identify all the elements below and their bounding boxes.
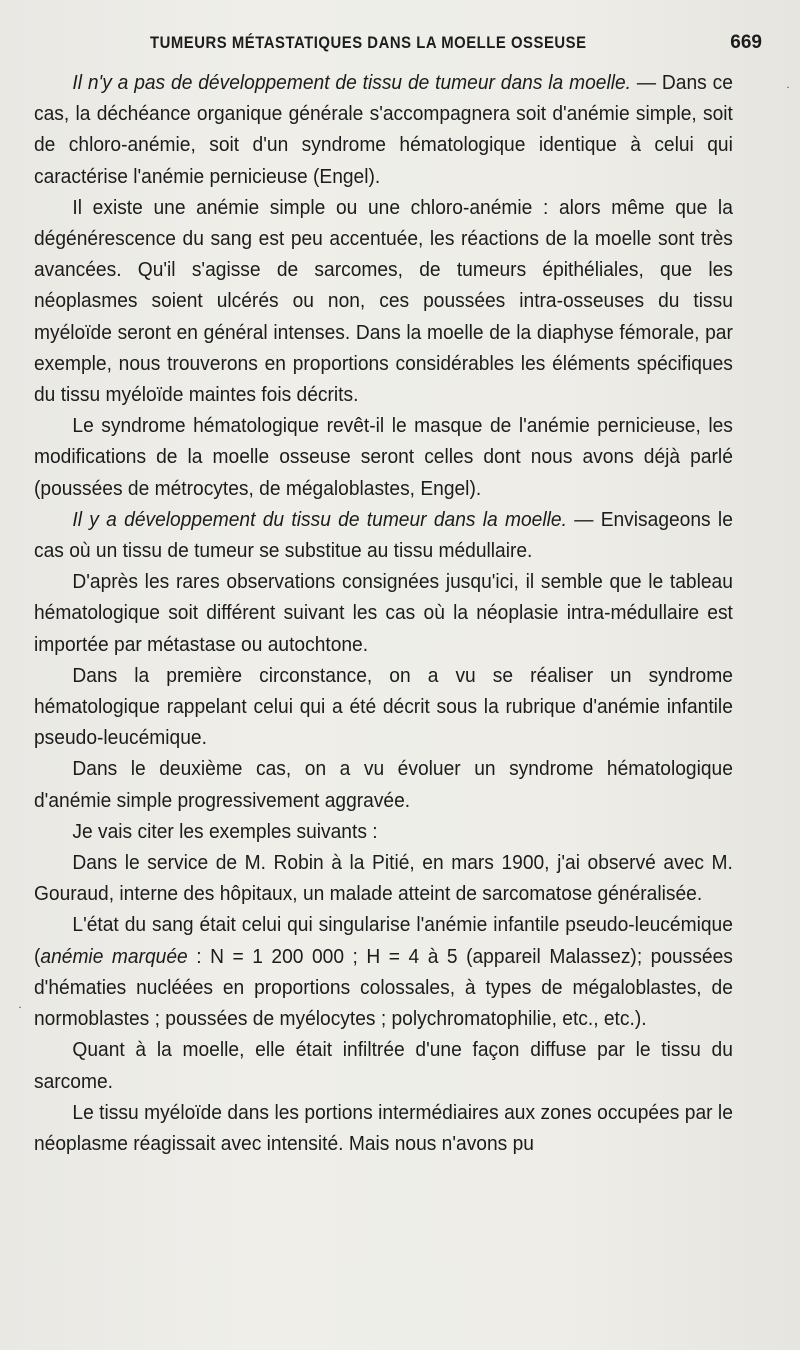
page-number: 669: [730, 32, 762, 53]
paragraph-text: Dans le service de M. Robin à la Pitié, en mars 1900, j'ai observé avec M. Gouraud, interne des hôpitaux, un malade atteint de sarcomatose généralisée.: [34, 852, 733, 906]
paragraph: [34, 567, 733, 661]
page-header: [150, 30, 762, 60]
paragraph: [34, 411, 733, 505]
paragraph-text: — Envisageons le cas où un tissu de tumeur se substitue au tissu médullaire.: [34, 508, 733, 563]
paragraph: [34, 754, 733, 816]
paragraph-text: — Dans ce cas, la déchéance organique générale s'accompagnera soit d'anémie simple, soit de chloro-anémie, soit d'un syndrome hématologique identique à celui qui caractérise l'anémie pernicieuse (Engel).: [34, 72, 733, 188]
paragraph-blood-state: [34, 910, 733, 1035]
paragraph-text: Il existe une anémie simple ou une chloro-anémie : alors même que la dégénérescence du sang est peu accentuée, les réactions de la moelle sont très avancées. Qu'il s'agisse de sarcomes, de tumeurs épithéliales, que les néoplasmes soient ulcérés ou non, ces poussées intra-osseuses du tissu myéloïde seront en général intenses. Dans la moelle de la diaphyse fémorale, par exemple, nous trouverons en proportions considérables les éléments spécifiques du tissu myéloïde maintes fois décrits.: [34, 196, 733, 407]
section-heading-italic: Il y a développement du tissu de tumeur dans la moelle.: [72, 508, 567, 531]
paragraph-text: Le tissu myéloïde dans les portions intermédiaires aux zones occupées par le néoplasme réagissait avec intensité. Mais nous n'avons pu: [34, 1101, 733, 1155]
paragraph-text: Je vais citer les exemples suivants :: [72, 820, 378, 843]
paragraph: [34, 1035, 733, 1097]
paragraph-no-tumor-development: [34, 68, 733, 193]
paragraph-tumor-development: [34, 505, 733, 567]
paragraph-text: Dans le deuxième cas, on a vu évoluer un syndrome hématologique d'anémie simple progressivement aggravée.: [34, 758, 733, 812]
paragraph-text: Dans la première circonstance, on a vu se réaliser un syndrome hématologique rappelant celui qui a été décrit sous la rubrique d'anémie infantile pseudo-leucémique.: [34, 664, 733, 750]
paragraph: [34, 817, 733, 848]
body-text: [34, 68, 733, 1160]
running-title: TUMEURS MÉTASTATIQUES DANS LA MOELLE OSSEUSE: [150, 34, 587, 52]
paragraph: [34, 661, 733, 755]
section-heading-italic: Il n'y a pas de développement de tissu de tumeur dans la moelle.: [72, 72, 631, 94]
print-speck: ·: [786, 80, 790, 94]
paragraph-text: D'après les rares observations consignées jusqu'ici, il semble que le tableau hématologique soit différent suivant les cas où la néoplasie intra-médullaire est importée par métastase ou autochtone.: [34, 571, 733, 656]
print-speck: ·: [18, 1000, 22, 1014]
paragraph-text: : N = 1 200 000 ; H = 4 à 5 (appareil Malassez); poussées d'hématies nucléées en proportions colossales, à types de mégaloblastes, de normoblastes ; poussées de myélocytes ; polychromatophilie, etc., etc.).: [34, 945, 733, 1031]
paragraph-text: Le syndrome hématologique revêt-il le masque de l'anémie pernicieuse, les modifications de la moelle osseuse seront celles dont nous avons déjà parlé (poussées de métrocytes, de mégaloblastes, Engel).: [34, 415, 733, 500]
paragraph: [34, 1098, 733, 1160]
italic-phrase: anémie marquée: [40, 945, 188, 968]
paragraph: [34, 848, 733, 910]
paragraph: [34, 193, 733, 411]
paragraph-text: Quant à la moelle, elle était infiltrée d'une façon diffuse par le tissu du sarcome.: [34, 1039, 733, 1093]
paragraph-text: L'état du sang était celui qui singularise l'anémie infantile pseudo-leucémique (: [34, 914, 733, 968]
